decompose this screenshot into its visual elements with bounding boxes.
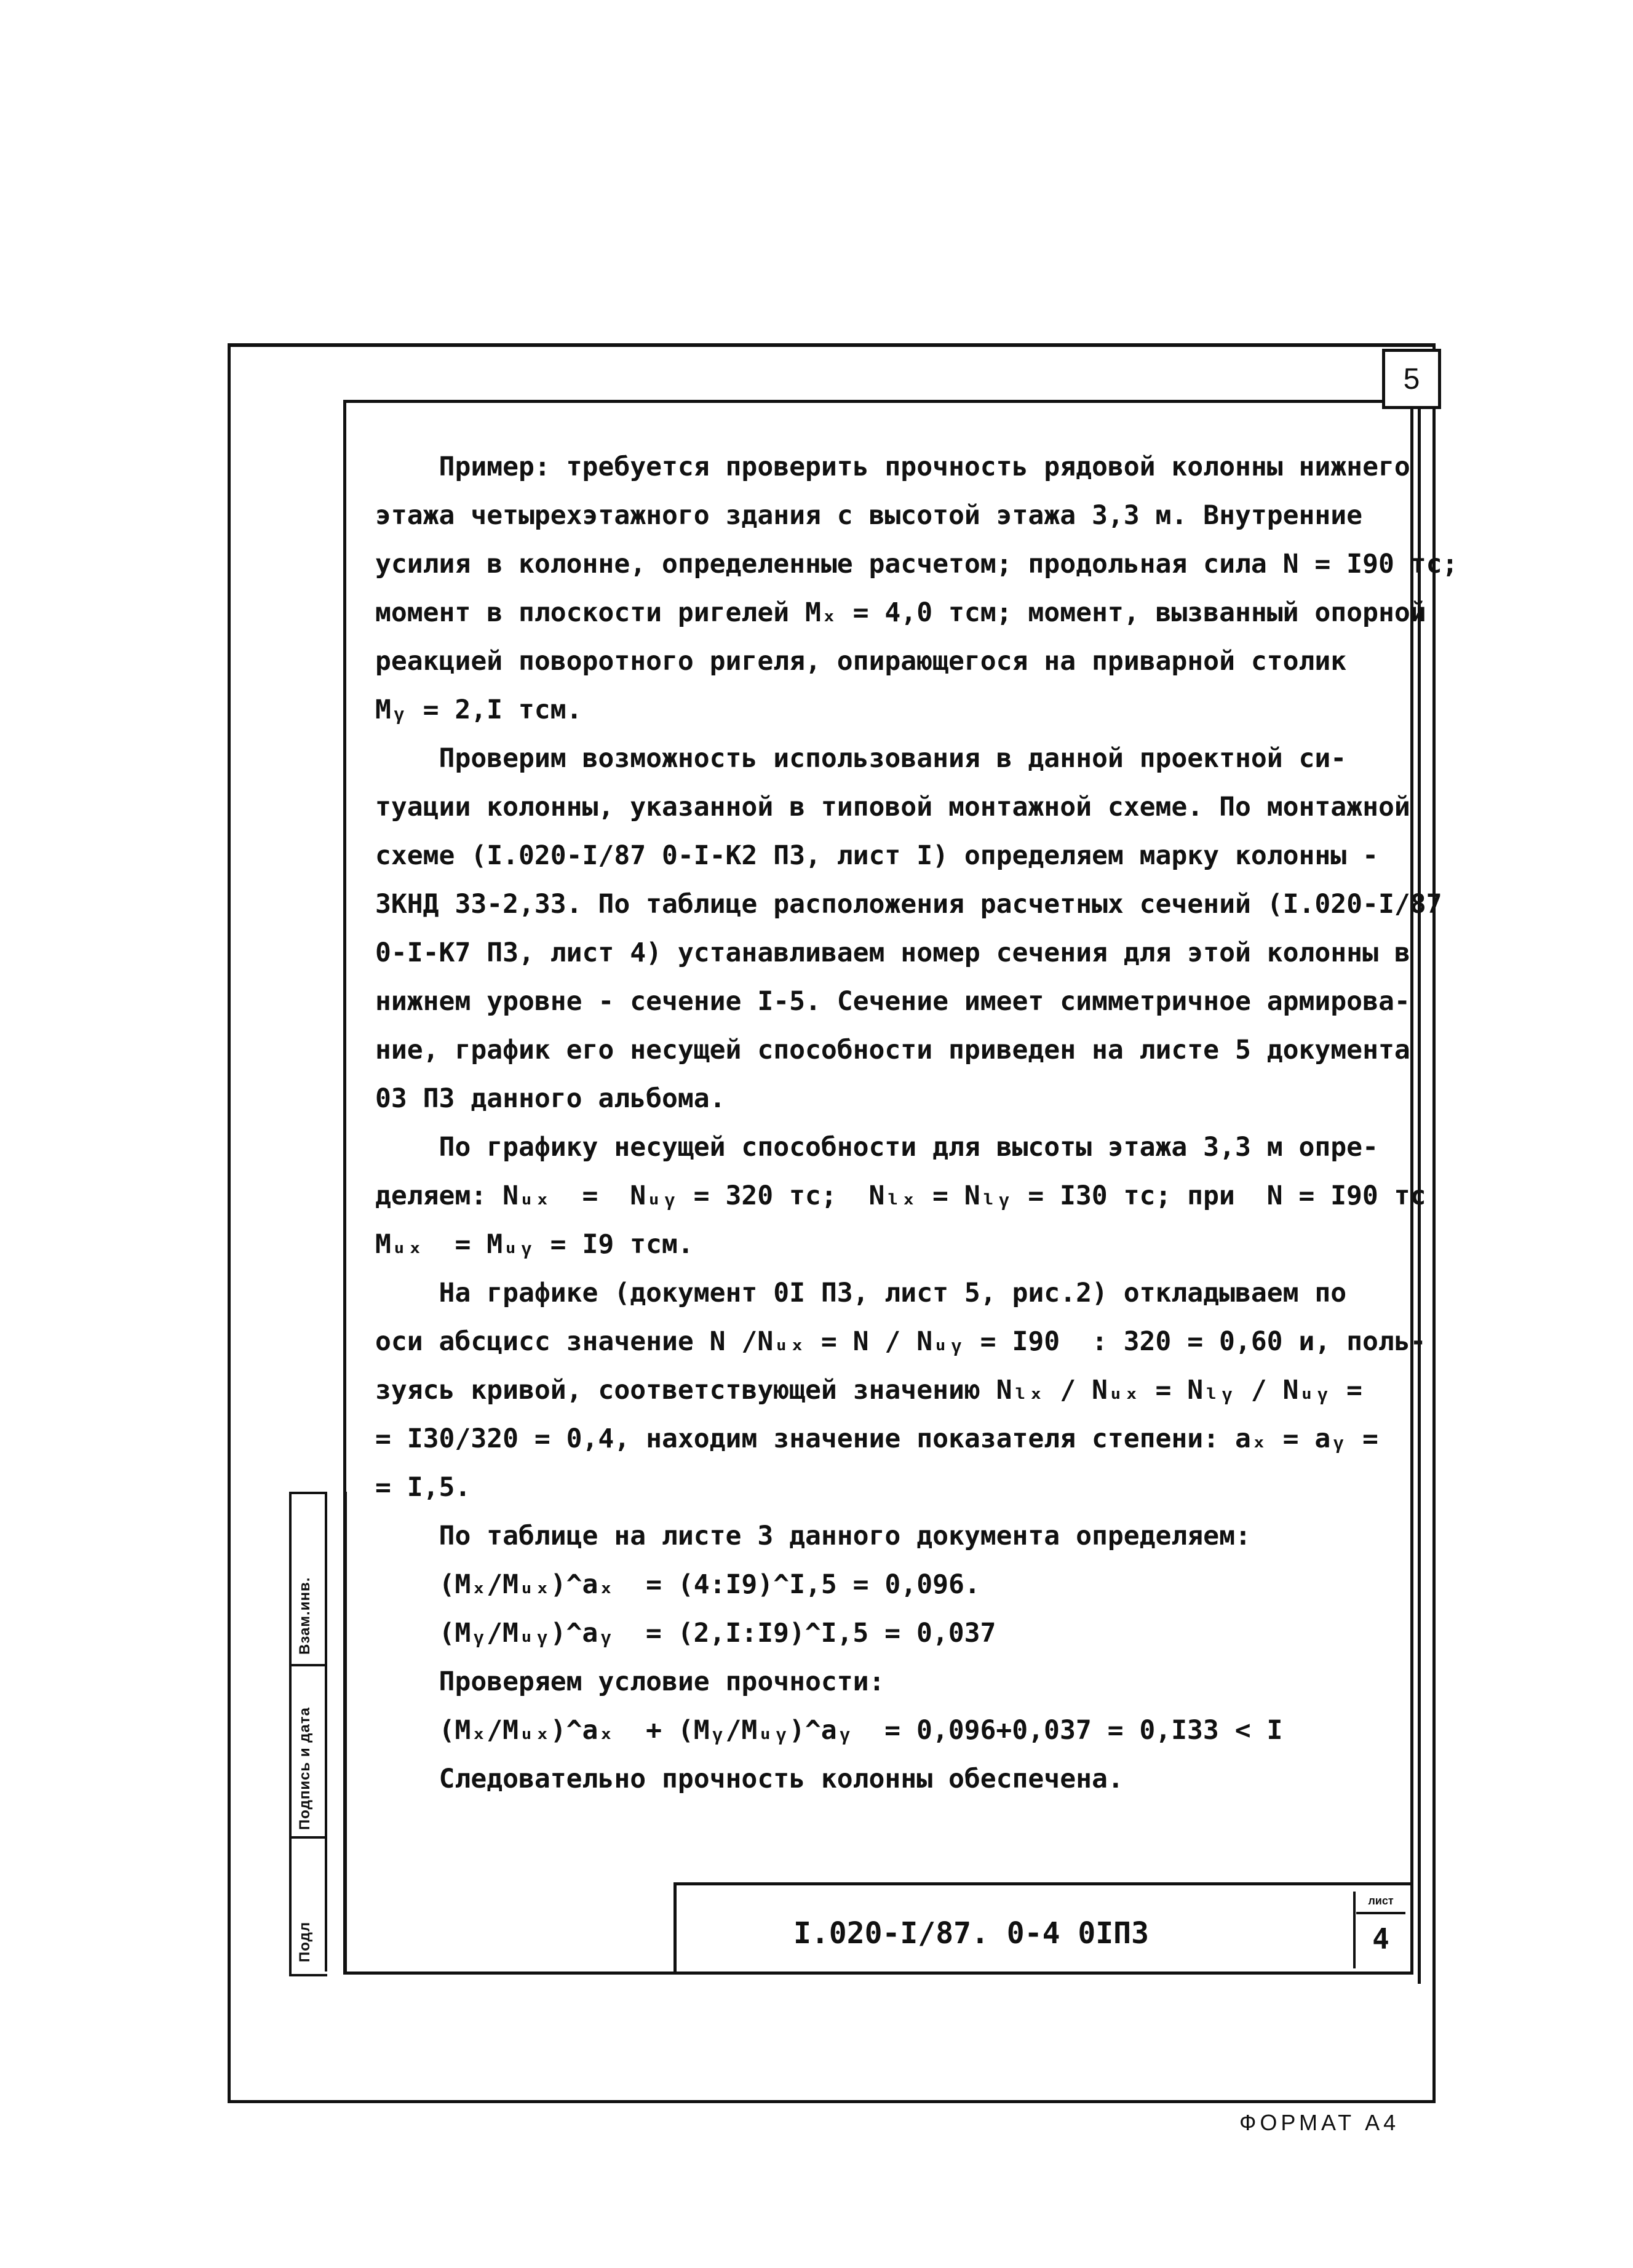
text-line: нижнем уровне - сечение I-5. Сечение имеет симметричное армирова- <box>375 986 1410 1017</box>
text-line: оси абсцисс значение N /Nᵤₓ = N / Nᵤᵧ = I90 : 320 = 0,60 и, поль- <box>375 1326 1426 1357</box>
text-line: 03 ПЗ данного альбома. <box>375 1083 726 1114</box>
text-line: Следовательно прочность колонны обеспечена. <box>375 1764 1124 1794</box>
text-line: усилия в колонне, определенные расчетом; продольная сила N = I90 тс; <box>375 549 1458 579</box>
text-line: туации колонны, указанной в типовой монтажной схеме. По монтажной <box>375 792 1410 822</box>
format-label: ФОРМАТ А4 <box>1239 2110 1400 2135</box>
text-line: ние, график его несущей способности приведен на листе 5 документа <box>375 1035 1410 1065</box>
page-number: 5 <box>1403 362 1420 396</box>
sheet-label: лист <box>1356 1895 1405 1914</box>
margin-divider-1 <box>289 1664 325 1666</box>
document-code: I.020-I/87. 0-4 0IПЗ <box>793 1916 1149 1951</box>
text-line: Mᵧ = 2,I тсм. <box>375 694 582 725</box>
text-line: Проверим возможность использования в данной проектной си- <box>375 743 1347 774</box>
margin-label-signature: Подпись и дата <box>296 1707 313 1830</box>
margin-label-replacement: Взам.инв. <box>296 1577 313 1655</box>
margin-strip-inner <box>325 1492 347 1972</box>
text-line: момент в плоскости ригелей Mₓ = 4,0 тсм; момент, вызванный опорной <box>375 597 1426 628</box>
text-line: По графику несущей способности для высоты этажа 3,3 м опре- <box>375 1132 1378 1163</box>
text-line: (Mᵧ/Mᵤᵧ)^aᵧ = (2,I:I9)^I,5 = 0,037 <box>375 1618 996 1649</box>
text-line: этажа четырехэтажного здания с высотой этажа 3,3 м. Внутренние <box>375 500 1363 531</box>
page-number-box <box>1382 349 1441 409</box>
text-line: (Mₓ/Mᵤₓ)^aₓ + (Mᵧ/Mᵤᵧ)^aᵧ = 0,096+0,037 = 0,I33 < I <box>375 1715 1283 1746</box>
text-line: На графике (документ 0I ПЗ, лист 5, рис.2) откладываем по <box>375 1278 1347 1308</box>
text-line: реакцией поворотного ригеля, опирающегося на приварной столик <box>375 646 1347 677</box>
text-line: деляем: Nᵤₓ = Nᵤᵧ = 320 тс; Nₗₓ = Nₗᵧ = I30 тс; при N = I90 тс <box>375 1180 1426 1211</box>
text-line: Проверяем условие прочности: <box>375 1666 885 1697</box>
text-line: (Mₓ/Mᵤₓ)^aₓ = (4:I9)^I,5 = 0,096. <box>375 1569 980 1600</box>
text-line: 3КНД 33-2,33. По таблице расположения расчетных сечений (I.020-I/87 <box>375 889 1442 920</box>
text-line: 0-I-К7 ПЗ, лист 4) устанавливаем номер сечения для этой колонны в <box>375 937 1410 968</box>
text-line: Mᵤₓ = Mᵤᵧ = I9 тсм. <box>375 1229 694 1260</box>
text-line: Пример: требуется проверить прочность рядовой колонны нижнего <box>375 452 1410 482</box>
text-line: По таблице на листе 3 данного документа определяем: <box>375 1521 1251 1551</box>
sheet-number: 4 <box>1372 1922 1389 1956</box>
text-line: = I,5. <box>375 1472 471 1503</box>
margin-label-original: Подл <box>296 1921 313 1962</box>
text-line: зуясь кривой, соответствующей значению Nₗₓ / Nᵤₓ = Nₗᵧ / Nᵤᵧ = <box>375 1375 1362 1406</box>
margin-divider-2 <box>289 1836 325 1839</box>
text-line: = I30/320 = 0,4, находим значение показателя степени: aₓ = aᵧ = <box>375 1423 1378 1454</box>
text-line: схеме (I.020-I/87 0-I-К2 ПЗ, лист I) определяем марку колонны - <box>375 840 1378 871</box>
document-body <box>375 443 1458 1804</box>
